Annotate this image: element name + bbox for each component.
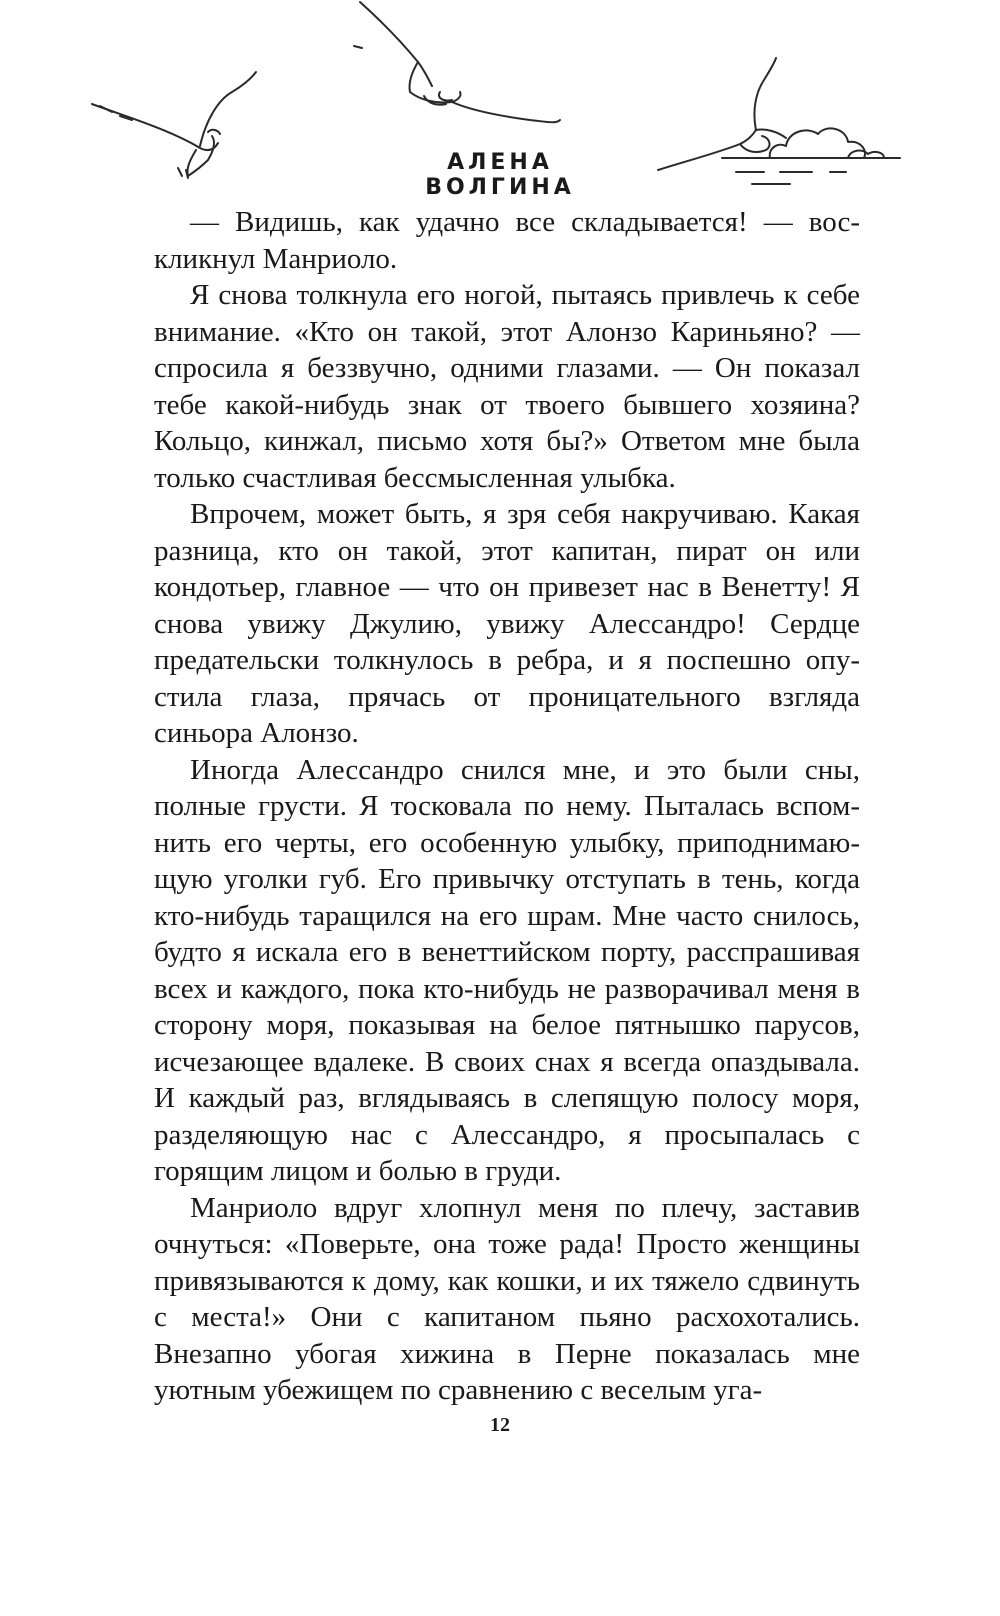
- page-number: 12: [490, 1414, 510, 1436]
- cloud-icon: [722, 128, 900, 184]
- paragraph: Я снова толкнула его ногой, пытаясь привлечь к себе внимание. «Кто он такой, этот Алонзо Кариньяно? — спросила я беззвучно, одними глазами. — Он показал тебе какой-нибудь знак от твоего бывшего хозяина? Кольцо, кинжал, письмо хотя бы?» Ответом мне была только счастливая бессмысленная улыбка.: [154, 279, 860, 494]
- paragraph: Впрочем, может быть, я зря себя накручиваю. Какая разница, кто он такой, этот капитан, пират он или кондотьер, главное — что он привезет нас в Венетту! Я снова увижу Джулию, увижу Алессандро! Сердце предательски толкнулось в ребра, и я поспешно опустила глаза, прячась от проницательного взгляда синьора Алонзо.: [154, 498, 860, 749]
- paragraph: — Видишь, как удачно все складывается! — воскликнул Манриоло.: [154, 206, 860, 275]
- paragraph: Иногда Алессандро снился мне, и это были сны, полные грусти. Я тосковала по нему. Пыталась вспомнить его черты, его особенную улыбку, приподнимающую уголки губ. Его привычку отступать в тень, когда кто-нибудь таращился на его шрам. Мне часто снилось, будто я искала его в венеттийском порту, расспрашивая всех и каждого, пока кто-нибудь не разворачивал меня в сторону моря, показывая на белое пятнышко парусов, исчезающее вдалеке. В своих снах я всегда опаздывала. И каждый раз, вглядываясь в слепящую полосу моря, разделяющую нас с Алессандро, я просыпалась с горящим лицом и болью в груди.: [154, 753, 860, 1187]
- seagull-center-icon: [354, 2, 560, 122]
- author-name: АЛЕНА ВОЛГИНА: [425, 150, 575, 200]
- body-text: [154, 204, 860, 1409]
- seagull-right-icon: [658, 58, 786, 170]
- seagull-left-icon: [92, 72, 256, 178]
- paragraph: Манриоло вдруг хлопнул меня по плечу, заставив очнуться: «Поверьте, она тоже рада! Просто женщины привязываются к дому, как кошки, и их тяжело сдвинуть с места!» Они с капитаном пьяно расхохотались. Внезапно убогая хижина в Перне показалась мне уютным убежищем по сравнению с веселым уга-: [154, 1191, 860, 1406]
